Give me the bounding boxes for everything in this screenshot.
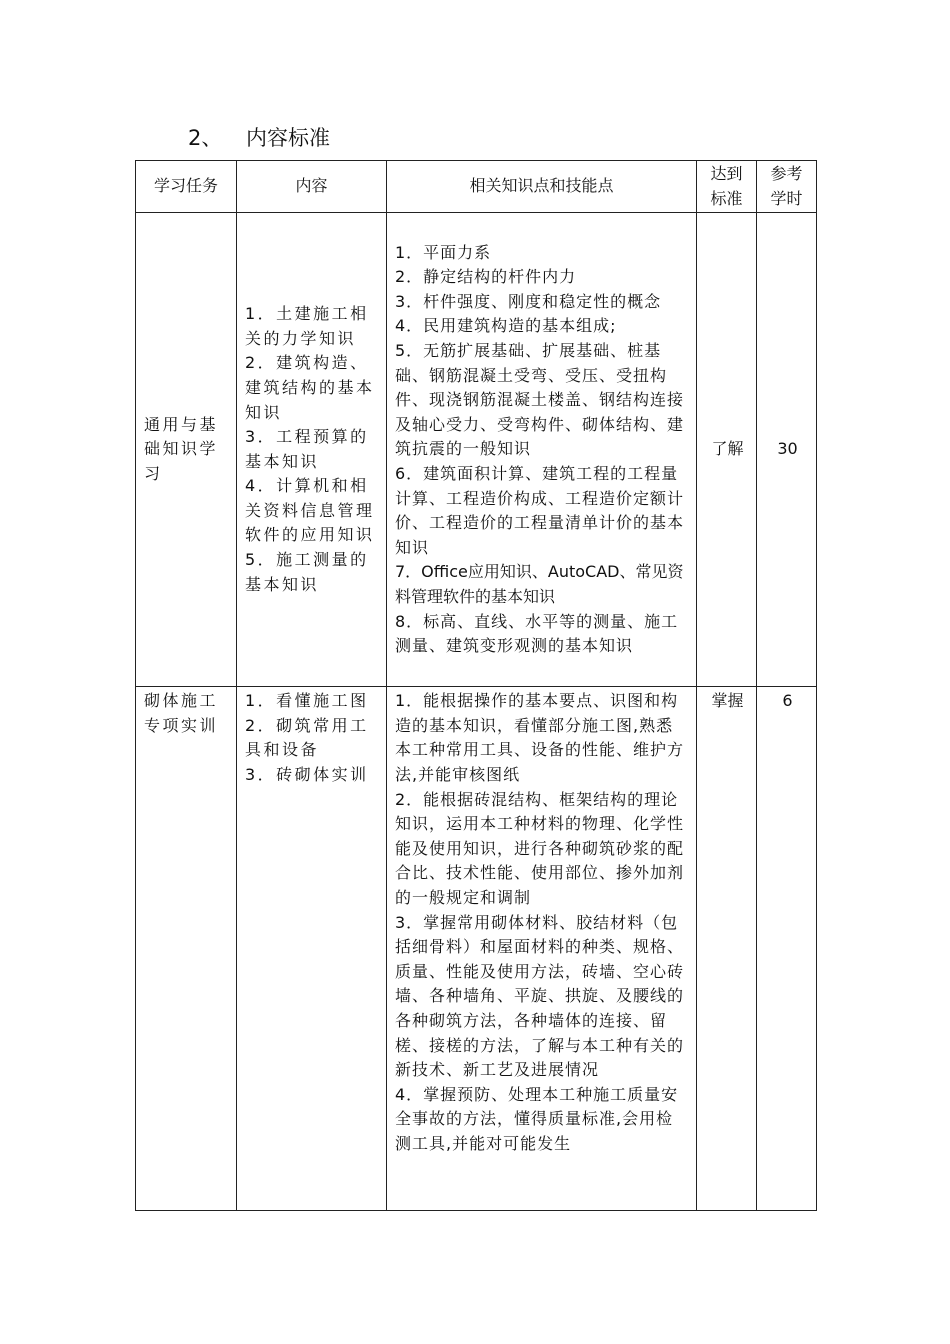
list-item: 2．静定结构的杆件内力 [395, 267, 577, 287]
list-item: 4．计算机和相关资料信息管理软件的应用知识 [245, 476, 375, 545]
list-item: 3．工程预算的基本知识 [245, 427, 369, 471]
list-item: 1．土建施工相关的力学知识 [245, 304, 369, 348]
row-task: 砌体施工专项实训 [136, 687, 237, 1211]
table-row [136, 687, 817, 1211]
row-standard: 掌握 [697, 687, 757, 1211]
content-standard-table [135, 160, 817, 1211]
header-content: 内容 [237, 161, 387, 213]
header-task: 学习任务 [136, 161, 237, 213]
row-task: 通用与基础知识学习 [136, 213, 237, 687]
list-item: 2．建筑构造、建筑结构的基本知识 [245, 353, 375, 422]
list-item: 5．施工测量的基本知识 [245, 550, 369, 594]
header-standard [697, 161, 757, 213]
list-item: 5．无筋扩展基础、扩展基础、桩基础、钢筋混凝土受弯、受压、受扭构件、现浇钢筋混凝土楼盖、钢结构连接及轴心受力、受弯构件、砌体结构、建筑抗震的一般知识 [395, 341, 685, 459]
row-content [237, 213, 387, 687]
list-item: 1．平面力系 [395, 242, 492, 262]
list-item: 1．能根据操作的基本要点、识图和构造的基本知识，看懂部分施工图,熟悉本工种常用工具、设备的性能、维护方法,并能审核图纸 [395, 691, 685, 784]
list-item: 2．能根据砖混结构、框架结构的理论知识，运用本工种材料的物理、化学性能及使用知识，进行各种砌筑砂浆的配合比、技术性能、使用部位、掺外加剂的一般规定和调制 [395, 789, 685, 907]
header-standard-line2: 标准 [710, 188, 743, 208]
row-content [237, 687, 387, 1211]
list-item: 3．杆件强度、刚度和稳定性的概念 [395, 291, 662, 311]
row-standard: 了解 [697, 213, 757, 687]
section-number: 2、 [188, 126, 223, 150]
header-hours-line1: 参考 [770, 164, 803, 183]
row-hours: 6 [757, 687, 817, 1211]
row-knowledge [387, 213, 697, 687]
header-hours [757, 161, 817, 213]
section-heading [188, 124, 330, 152]
table-header-row [136, 161, 817, 213]
list-item: 3．砖砌体实训 [245, 764, 369, 784]
list-item: 6．建筑面积计算、建筑工程的工程量计算、工程造价构成、工程造价定额计价、工程造价的工程量清单计价的基本知识 [395, 463, 685, 557]
list-item: 8．标高、直线、水平等的测量、施工测量、建筑变形观测的基本知识 [395, 611, 679, 656]
table-row [136, 213, 817, 687]
header-hours-line2: 学时 [770, 188, 803, 208]
header-standard-line1: 达到 [710, 164, 743, 183]
header-knowledge: 相关知识点和技能点 [387, 161, 697, 213]
row-hours: 30 [757, 213, 817, 687]
list-item: 4．民用建筑构造的基本组成; [395, 316, 617, 336]
list-item: 4．掌握预防、处理本工种施工质量安全事故的方法，懂得质量标准,会用检测工具,并能对可能发生 [395, 1084, 679, 1153]
row-knowledge [387, 687, 697, 1211]
list-item: 3．掌握常用砌体材料、胶结材料（包括细骨料）和屋面材料的种类、规格、质量、性能及使用方法，砖墙、空心砖墙、各种墙角、平旋、拱旋、及腰线的各种砌筑方法，各种墙体的连接、留槎、接槎的方法，了解与本工种有关的新技术、新工艺及进展情况 [395, 912, 685, 1080]
section-title: 内容标准 [246, 126, 330, 150]
list-item: 1．看懂施工图 [245, 691, 369, 711]
list-item: 7．Office应用知识、AutoCAD、常见资料管理软件的基本知识 [395, 562, 684, 606]
list-item: 2．砌筑常用工具和设备 [245, 715, 369, 760]
